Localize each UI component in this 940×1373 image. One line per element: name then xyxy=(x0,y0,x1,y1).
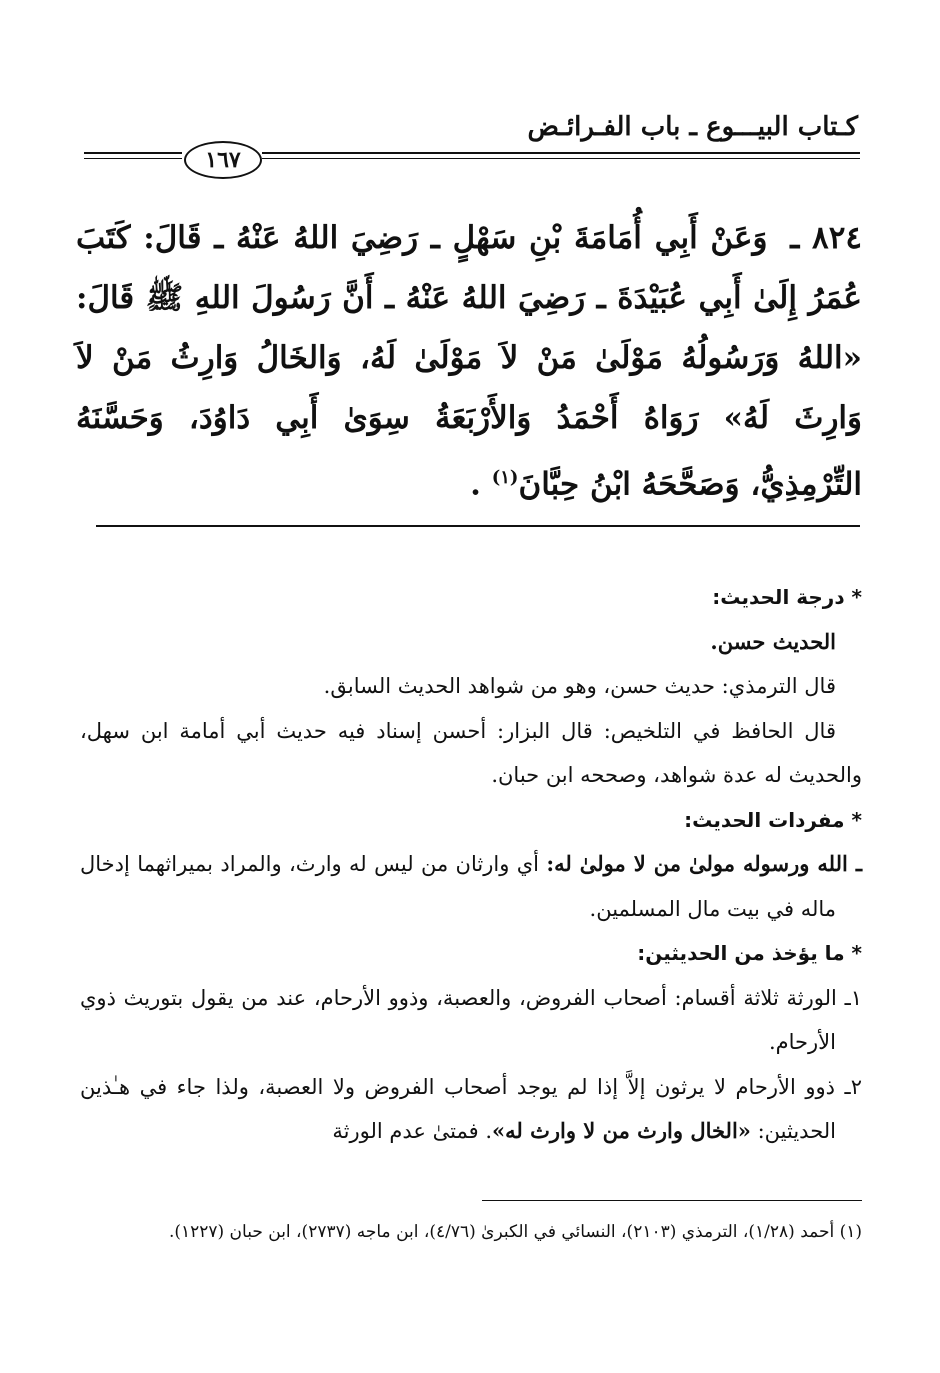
header-rule-left-thin xyxy=(84,158,182,159)
grade-paragraph-1: قال الترمذي: حديث حسن، وهو من شواهد الحديث السابق. xyxy=(323,674,836,698)
lesson-item-1: ١ـ الورثة ثلاثة أقسام: أصحاب الفروض، والعصبة، وذوو الأرحام، عند من يقول بتوريث ذوي الأرحام. xyxy=(80,985,862,1054)
lessons-heading: * ما يؤخذ من الحديثين: xyxy=(637,941,862,965)
vocabulary-heading: * مفردات الحديث: xyxy=(684,807,862,832)
section-divider xyxy=(96,525,860,527)
vocabulary-term: ـ الله ورسوله مولىٰ من لا مولىٰ له: xyxy=(546,851,862,876)
header-rule-right xyxy=(262,152,860,154)
hadith-text xyxy=(76,208,862,514)
hadith-number: ٨٢٤ ـ xyxy=(790,220,862,256)
lesson-item-2-quote: «الخال وارث من لا وارث له» xyxy=(492,1118,751,1143)
footnote-reference: (١) xyxy=(491,467,519,488)
vocabulary-item xyxy=(80,842,862,931)
lesson-item-2-continuation: . فمتىٰ عدم الورثة xyxy=(332,1119,493,1143)
hadith-text-part-1: وَعَنْ أَبِي أُمَامَةَ بْنِ سَهْلٍ ـ رَضِيَ اللهُ عَنْهُ ـ قَالَ: كَتَبَ عُمَرُ إِلَىٰ أَبِي عُبَيْدَةَ ـ رَضِيَ اللهُ عَنْهُ ـ أَنَّ رَسُولَ اللهِ xyxy=(76,220,863,316)
footnote: (١) أحمد (١/٢٨)، الترمذي (٢١٠٣)، النسائي في الكبرىٰ (٤/٧٦)، ابن ماجه (٢٧٣٧)، ابن حبان (١٢٢٧). xyxy=(168,1222,862,1242)
hadith-text-part-2: قَالَ: «اللهُ وَرَسُولُهُ مَوْلَىٰ مَنْ لاَ مَوْلَىٰ لَهُ، وَالخَالُ وَارِثُ مَنْ لاَ وَارِثَ لَهُ» رَوَاهُ أَحْمَدُ وَالأَرْبَعَةُ سِوَىٰ أَبِي دَاوُدَ، وَحَسَّنَهُ التِّرْمِذِيُّ، وَصَحَّحَهُ ابْنُ حِبَّانَ xyxy=(76,280,862,503)
commentary xyxy=(80,575,862,1154)
hadith-end: . xyxy=(470,466,481,503)
grade-paragraph-2: قال الحافظ في التلخيص: قال البزار: أحسن إسناد فيه حديث أبي أمامة ابن سهل، والحديث له عدة شواهد، وصححه ابن حبان. xyxy=(80,718,862,787)
header-rule-right-thin xyxy=(262,158,860,159)
grade-heading: * درجة الحديث: xyxy=(712,585,862,609)
header-rule-left xyxy=(84,152,182,154)
lesson-item-2-text: ٢ـ ذوو الأرحام لا يرثون إلاَّ إذا لم يوجد أصحاب الفروض ولا العصبة، ولذا جاء في هـٰذين الحديثين: xyxy=(80,1074,862,1143)
footnote-rule xyxy=(482,1200,862,1201)
page-number: ١٦٧ xyxy=(184,141,262,179)
lesson-item-2 xyxy=(80,1065,862,1154)
running-title: كـتاب البيـــوع ـ باب الفـرائـض xyxy=(527,112,858,142)
vocabulary-definition: أي وارثان من ليس له وارث، والمراد بميراثهما إدخال ماله في بيت مال المسلمين. xyxy=(80,852,836,921)
grade-verdict: الحديث حسن. xyxy=(710,628,836,654)
salutation-glyph: ﷺ xyxy=(145,280,184,316)
